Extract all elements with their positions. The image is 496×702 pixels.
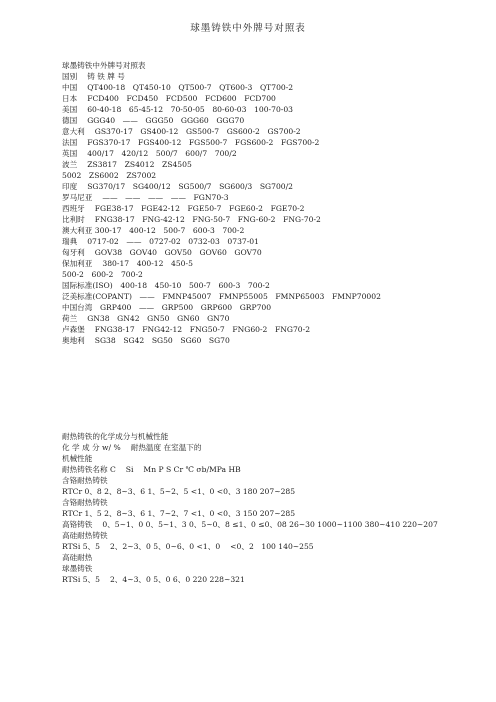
- text-line: 美国 60-40-18 65-45-12 70-50-05 80-60-03 100-70-03: [62, 105, 294, 114]
- text-line: 法国 FGS370-17 FGS400-12 FGS500-7 FGS600-2 FGS700-2: [62, 138, 320, 147]
- text-line: 卢森堡 FNG38-17 FNG42-12 FNG50-7 FNG60-2 FNG70-2: [62, 325, 311, 334]
- grade-comparison-section: [62, 60, 482, 346]
- text-line: 澳大利亚 300-17 400-12 500-7 600-3 700-2: [62, 226, 245, 235]
- text-line: 耐热铸铁名称 C Si Mn P S Cr ℃ σb/MPa HB: [62, 465, 241, 474]
- text-line: 日本 FCD400 FCD450 FCD500 FCD600 FCD700: [62, 94, 276, 103]
- text-line: 奥地利 SG38 SG42 SG50 SG60 SG70: [62, 336, 230, 345]
- text-line: 意大利 GS370-17 GS400-12 GS500-7 GS600-2 GS700-2: [62, 127, 301, 136]
- text-line: 德国 GGG40 —— GGG50 GGG60 GGG70: [62, 116, 245, 125]
- text-line: 英国 400/17 420/12 500/7 600/7 700/2: [62, 149, 237, 158]
- text-line: 含铬耐热铸铁: [62, 476, 108, 485]
- text-line: 印度 SG370/17 SG400/12 SG500/7 SG600/3 SG700/2: [62, 182, 293, 191]
- text-line: 罗马尼亚 —— —— —— —— FGN70-3: [62, 193, 229, 202]
- text-line: 高硅耐热: [62, 553, 93, 562]
- text-line: 球墨铸铁: [62, 564, 93, 573]
- heat-resistant-cast-iron-section: [62, 431, 482, 585]
- text-line: 比利时 FNG38-17 FNG-42-12 FNG-50-7 FNG-60-2 FNG-70-2: [62, 215, 321, 224]
- page-title: 球墨铸铁中外牌号对照表: [190, 23, 306, 34]
- text-line: 高硅耐热铸铁: [62, 531, 108, 540]
- text-line: 中国 QT400-18 QT450-10 QT500-7 QT600-3 QT700-2: [62, 83, 294, 92]
- text-line: 耐热铸铁的化学成分与机械性能: [62, 432, 169, 441]
- text-line: RTCr 1、5 2、8~3、6 1、7~2、7 <1、0 <0、3 150 207~285: [62, 509, 296, 518]
- text-line: 保加利亚 380-17 400-12 450-5: [62, 259, 193, 268]
- text-line: RTSi 5、5 2、4~3、0 5、0 6、0 220 228~321: [62, 575, 245, 584]
- text-line: 波兰 ZS3817 ZS4012 ZS4505: [62, 160, 192, 169]
- text-line: 化 学 成 分 w/ % 耐热温度 在室温下的: [62, 443, 202, 452]
- text-line: 国际标准(ISO) 400-18 450-10 500-7 600-3 700-2: [62, 281, 270, 290]
- text-line: 匈牙利 GOV38 GOV40 GOV50 GOV60 GOV70: [62, 248, 262, 257]
- text-line: RTSi 5、5 2、2~3、0 5、0~6、0 <1、0 <0、2 100 140~255: [62, 542, 314, 551]
- text-line: 荷兰 GN38 GN42 GN50 GN60 GN70: [62, 314, 230, 323]
- text-line: 瑞典 0717-02 —— 0727-02 0732-03 0737-01: [62, 237, 259, 246]
- text-line: 含铬耐热铸铁: [62, 498, 108, 507]
- text-line: 球墨铸铁中外牌号对照表: [62, 61, 146, 70]
- text-line: 500-2 600-2 700-2: [62, 270, 143, 279]
- text-line: 高铬铸铁 0、5~1、0 0、5~1、3 0、5~0、8 ≤1、0 ≤0、08 26~30 1000~1100 380~410 220~207: [62, 520, 438, 529]
- text-line: 国别 铸 铁 牌 号: [62, 72, 125, 81]
- text-line: 中国台湾 GRP400 —— GRP500 GRP600 GRP700: [62, 303, 272, 312]
- text-line: 5002 ZS6002 ZS7002: [62, 171, 157, 180]
- text-line: RTCr 0、8 2、8~3、6 1、5~2、5 <1、0 <0、3 180 207~285: [62, 487, 296, 496]
- text-line: 西班牙 FGE38-17 FGE42-12 FGE50-7 FGE60-2 FGE70-2: [62, 204, 305, 213]
- text-line: 泛美标准(COPANT) —— FMNP45007 FMNP55005 FMNP65003 FMNP70002: [62, 292, 381, 301]
- text-line: 机械性能: [62, 454, 93, 463]
